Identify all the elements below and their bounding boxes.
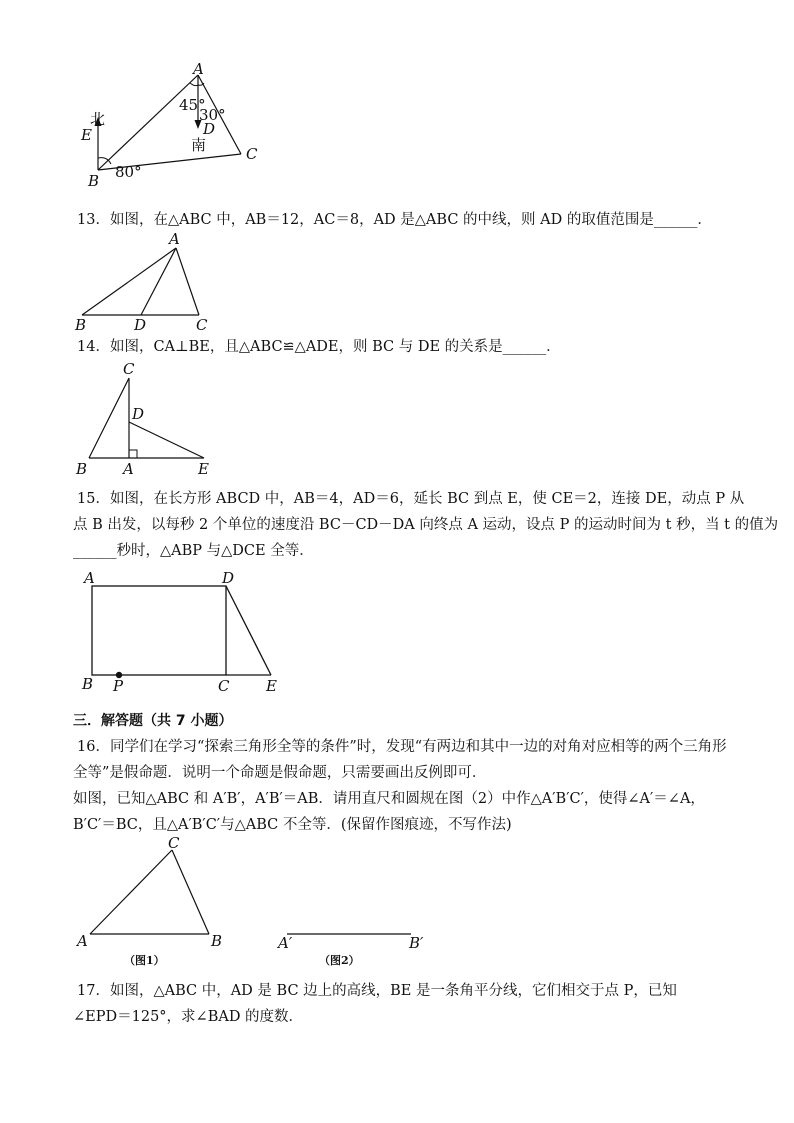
fig16-1-label-a: A — [77, 932, 88, 950]
figure-q14 — [72, 358, 222, 478]
question-17-line1: 17．如图，△ABC 中，AD 是 BC 边上的高线，BE 是一条角平分线，它们相交于点 P，已知 — [77, 983, 677, 999]
fig14-label-c: C — [123, 360, 135, 378]
fig12-label-a: A — [193, 60, 204, 78]
fig16-1-label-b: B — [211, 932, 223, 950]
fig13-label-d: D — [134, 316, 147, 334]
question-15-line2: 点 B 出发，以每秒 2 个单位的速度沿 BC－CD－DA 向终点 A 运动，设点 P 的运动时间为 t 秒，当 t 的值为 — [73, 517, 779, 533]
fig13-label-b: B — [75, 316, 87, 334]
question-16-line2: 全等”是假命题．说明一个命题是假命题，只需要画出反例即可． — [73, 765, 487, 781]
fig12-label-c: C — [246, 145, 258, 163]
question-16-line4: B′C′＝BC，且△A′B′C′与△ABC 不全等．(保留作图痕迹，不写作法) — [73, 817, 512, 833]
fig13-label-c: C — [196, 316, 208, 334]
fig12-north-label: 北 — [90, 110, 106, 128]
fig12-south-label: 南 — [191, 136, 207, 154]
question-16-line1: 16．同学们在学习“探索三角形全等的条件”时，发现“有两边和其中一边的对角对应相等的两个三角形 — [77, 739, 727, 755]
fig14-label-d: D — [132, 405, 145, 423]
fig13-label-a: A — [169, 230, 180, 248]
fig12-label-b: B — [88, 172, 100, 190]
fig16-2-label-a: A′ — [278, 934, 293, 952]
figure-q12 — [75, 62, 275, 190]
fig12-angle-80: 80° — [115, 163, 142, 181]
figure-q13 — [72, 228, 222, 334]
fig15-label-d: D — [222, 569, 235, 587]
fig15-label-e: E — [266, 677, 277, 695]
fig16-2-label-b: B′ — [409, 934, 424, 952]
figure-q15 — [76, 566, 286, 696]
fig16-1-caption: （图1） — [124, 954, 165, 967]
fig16-1-label-c: C — [168, 834, 180, 852]
fig15-label-b: B — [82, 675, 94, 693]
fig15-label-a: A — [84, 569, 95, 587]
question-15-line1: 15．如图，在长方形 ABCD 中，AB＝4，AD＝6，延长 BC 到点 E，使 CE＝2，连接 DE，动点 P 从 — [77, 491, 745, 507]
fig12-angle-30: 30° — [199, 106, 226, 124]
figure-q16-2 — [275, 920, 435, 972]
question-14-text: 14．如图，CA⊥BE，且△ABC≌△ADE，则 BC 与 DE 的关系是______． — [77, 339, 561, 355]
fig14-label-b: B — [76, 460, 88, 478]
fig15-label-c: C — [218, 677, 230, 695]
question-16-line3: 如图，已知△ABC 和 A′B′，A′B′＝AB．请用直尺和圆规在图（2）中作△A′B′C′，使得∠A′＝∠A， — [73, 791, 705, 807]
question-17-line2: ∠EPD＝125°，求∠BAD 的度数． — [73, 1009, 304, 1025]
fig12-label-e: E — [81, 126, 92, 144]
figure-q16-1 — [72, 836, 232, 972]
question-13-text: 13．如图，在△ABC 中，AB＝12，AC＝8，AD 是△ABC 的中线，则 AD 的取值范围是______． — [77, 212, 712, 228]
section-3-title: 三．解答题（共 7 小题） — [73, 713, 233, 729]
fig14-label-a: A — [123, 460, 134, 478]
fig15-label-p: P — [113, 677, 124, 695]
fig12-angle-45: 45° — [179, 96, 206, 114]
fig14-label-e: E — [198, 460, 209, 478]
fig16-2-caption: （图2） — [319, 954, 360, 967]
fig12-label-d: D — [203, 120, 216, 138]
question-15-line3: ______秒时，△ABP 与△DCE 全等． — [73, 543, 314, 559]
